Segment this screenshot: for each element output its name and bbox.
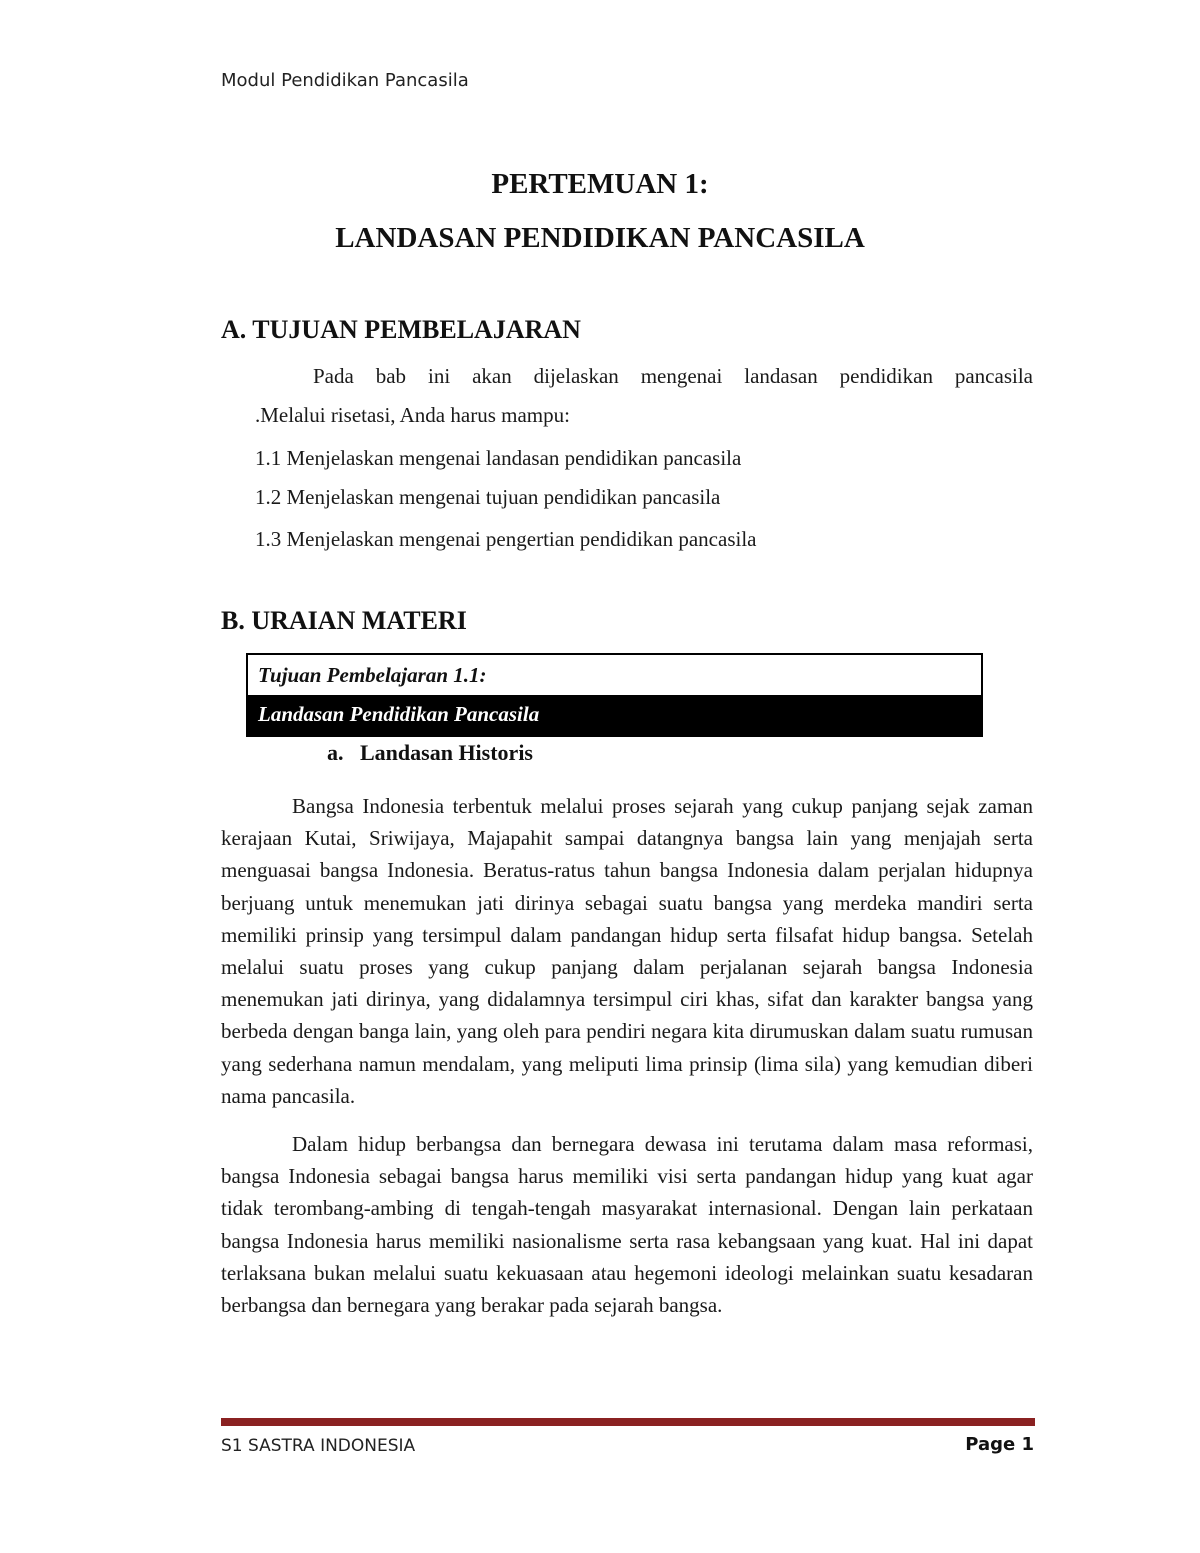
learning-objective-box <box>246 653 983 737</box>
objective-item: 1.3 Menjelaskan mengenai pengertian pendidikan pancasila <box>255 527 757 551</box>
objective-item: 1.1 Menjelaskan mengenai landasan pendidikan pancasila <box>255 446 742 470</box>
page-title-meeting: PERTEMUAN 1: <box>491 168 709 200</box>
footer-program: S1 SASTRA INDONESIA <box>221 1436 416 1456</box>
learning-objective-title: Tujuan Pembelajaran 1.1: <box>258 663 487 687</box>
learning-objective-subtitle: Landasan Pendidikan Pancasila <box>248 695 981 735</box>
body-paragraph: Bangsa Indonesia terbentuk melalui proses sejarah yang cukup panjang sejak zaman kerajaan Kutai, Sriwijaya, Majapahit sampai datangnya bangsa lain yang menjajah serta menguasai bangsa Indonesia. Beratus-ratus tahun bangsa Indonesia dalam perjalan hidupnya berjuang untuk menemukan jati dirinya sebagai suatu bangsa yang merdeka mandiri serta memiliki prinsip yang tersimpul dalam pandangan hidup serta filsafat hidup bangsa. Setelah melalui suatu proses yang cukup panjang dalam perjalanan sejarah bangsa Indonesia menemukan jati dirinya, yang didalamnya tersimpul ciri khas, sifat dan karakter bangsa yang berbeda dengan banga lain, yang oleh para pendiri negara kita dirumuskan dalam suatu rumusan yang sederhana namun mendalam, yang meliputi lima prinsip (lima sila) yang kemudian diberi nama pancasila. <box>221 794 1033 1108</box>
page-title-topic: LANDASAN PENDIDIKAN PANCASILA <box>335 222 865 254</box>
page-number: Page 1 <box>965 1434 1034 1455</box>
intro-text-line1: Pada bab ini akan dijelaskan mengenai landasan pendidikan pancasila <box>313 364 1033 388</box>
section-b-heading: B. URAIAN MATERI <box>221 606 467 635</box>
running-header: Modul Pendidikan Pancasila <box>221 70 469 91</box>
footer-rule <box>221 1418 1035 1426</box>
section-a-heading: A. TUJUAN PEMBELAJARAN <box>221 315 581 344</box>
intro-text-line2: .Melalui risetasi, Anda harus mampu: <box>255 403 570 427</box>
body-paragraph: Dalam hidup berbangsa dan bernegara dewasa ini terutama dalam masa reformasi, bangsa Indonesia sebagai bangsa harus memiliki visi serta pandangan hidup yang kuat agar tidak terombang-ambing di tengah-tengah masyarakat internasional. Dengan lain perkataan bangsa Indonesia harus memiliki nasionalisme serta rasa kebangsaan yang kuat. Hal ini dapat terlaksana bukan melalui suatu kekuasaan atau hegemoni ideologi melainkan suatu kesadaran berbangsa dan bernegara yang berakar pada sejarah bangsa. <box>221 1132 1033 1318</box>
objective-item: 1.2 Menjelaskan mengenai tujuan pendidikan pancasila <box>255 485 721 509</box>
subsection-heading: a. Landasan Historis <box>327 740 533 765</box>
